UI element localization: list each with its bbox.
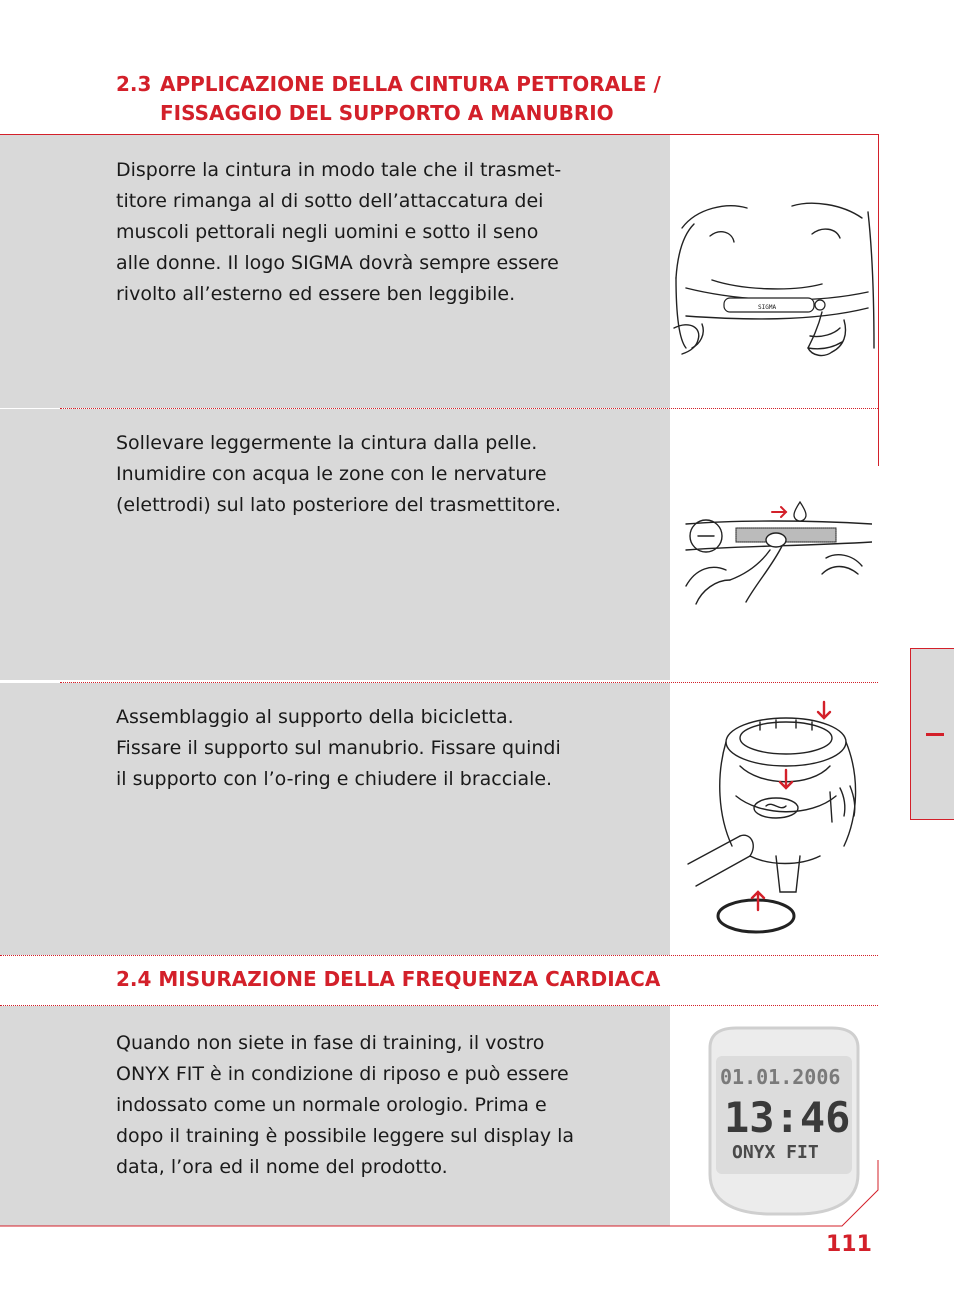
transmitter-moisten-illustration [676, 494, 872, 610]
frame-bottom [0, 1160, 884, 1230]
display-date: 01.01.2006 [720, 1065, 841, 1089]
section-number: 2.3 [116, 72, 152, 96]
block4-text: Quando non siete in fase di training, il vostro ONYX FIT è in condizione di riposo e può essere indossato come un normale orologio. Prima e dopo il training è possibile leggere sul display la data, l’ora ed il nome del prodotto. [116, 1032, 575, 1178]
section-title-2-4: 2.4 MISURAZIONE DELLA FREQUENZA CARDIACA [116, 967, 661, 991]
section-title-line2: FISSAGGIO DEL SUPPORTO A MANUBRIO [160, 101, 614, 125]
section-title-2-3 [116, 70, 756, 128]
block1-text: Disporre la cintura in modo tale che il trasmet- titore rimanga al di sotto dell’attaccatura dei muscoli pettorali negli uomini e sotto il seno alle donne. Il logo SIGMA dovrà sempre essere rivolto all’esterno ed essere ben leggibile. [116, 159, 562, 305]
arrow-right-icon [772, 507, 786, 517]
water-drop-icon [794, 502, 806, 521]
section-title-line1: APPLICAZIONE DELLA CINTURA PETTORALE / [160, 72, 661, 96]
side-tab-marker [926, 733, 944, 736]
display-product-name: ONYX FIT [732, 1142, 819, 1163]
dotted-separator-3 [0, 955, 878, 956]
frame-right-line [878, 134, 879, 466]
handlebar-mount-illustration [680, 696, 876, 940]
block2-text: Sollevare leggermente la cintura dalla pelle. Inumidire con acqua le zone con le nervature (elettrodi) sul lato posteriore del trasmettitore. [116, 432, 562, 516]
o-ring-shape [718, 900, 794, 932]
block3-text: Assemblaggio al supporto della bicicletta. Fissare il supporto sul manubrio. Fissare quindi il supporto con l’o-ring e chiudere il bracciale. [116, 706, 561, 790]
page-number: 111 [826, 1232, 872, 1257]
arrow-down-icon [818, 702, 830, 718]
language-side-tab [910, 648, 954, 820]
belt-logo-text: SIGMA [758, 304, 777, 311]
display-time: 13:46 [724, 1093, 851, 1142]
arrow-down-icon [780, 770, 792, 788]
chest-belt-illustration [672, 188, 878, 378]
